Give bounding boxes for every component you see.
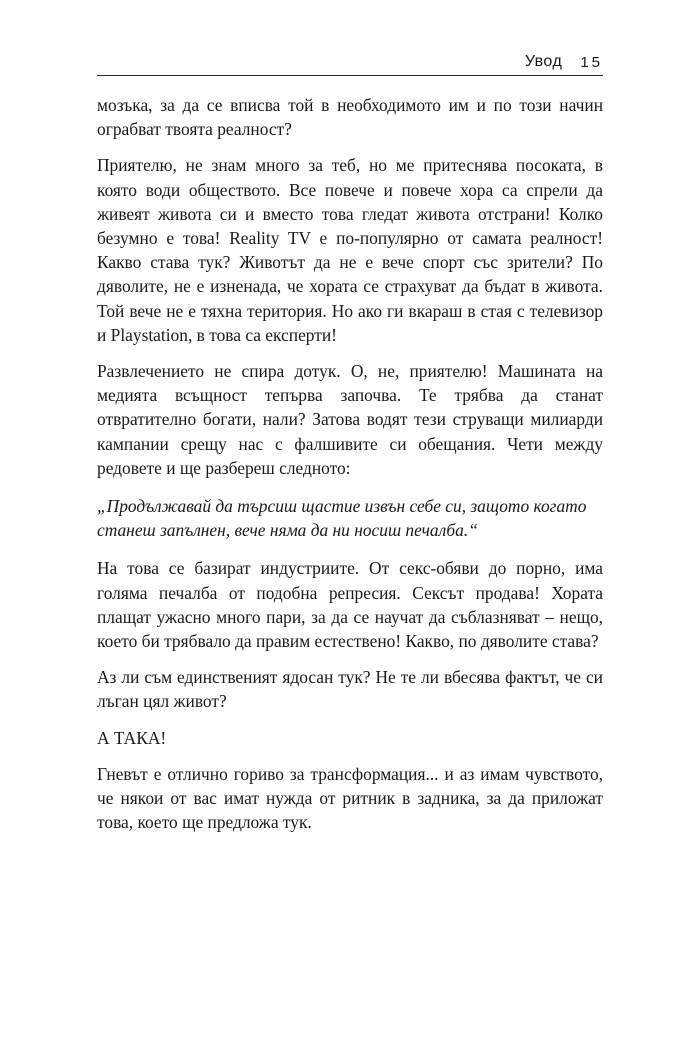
paragraph: Приятелю, не знам много за теб, но ме притеснява посоката, в която води обществото. Все повече и повече хора са спрели да живеят живота си и вместо това гледат живота отстрани! Колко безумно е това! Reality TV е по-популярно от самата реалност! Какво става тук? Животът да не е вече спорт със зрители? По дяволите, не е изненада, че хората се страхуват да бъдат в живота. Той вече не е тяхна територия. Но ако ги вкараш в стая с телевизор и Playstation, в това са експерти!: [97, 155, 603, 345]
running-header: [97, 46, 603, 76]
paragraph: Развлечението не спира дотук. О, не, приятелю! Машината на медията всъщност тепърва започва. Те трябва да станат отвратително богати, нали? Затова водят тези струващи милиарди кампании срещу нас с фалшивите си обещания. Чети между редовете и ще разбереш следното:: [97, 361, 603, 478]
page-number: 15: [580, 54, 603, 71]
section-title: Увод: [524, 53, 563, 70]
body-text: [97, 93, 603, 846]
quote-paragraph: „Продължавай да търсиш щастие извън себе си, защото когато станеш запълнен, вече няма да ни носиш печалба.“: [97, 496, 587, 541]
paragraph: мозъка, за да се вписва той в необходимото им и по този начин ограбват твоята реалност?: [97, 95, 603, 140]
paragraph: Гневът е отлично гориво за трансформация... и аз имам чувството, че някои от вас имат нужда от ритник в задника, за да приложат това, което ще предложа тук.: [97, 763, 603, 833]
exclamation-line: А ТАКА!: [97, 727, 167, 748]
paragraph: Аз ли съм единственият ядосан тук? Не те ли вбесява фактът, че си лъган цял живот?: [97, 667, 603, 712]
paragraph: На това се базират индустриите. От секс-обяви до порно, има голяма печалба от подобна репресия. Сексът продава! Хората плащат ужасно много пари, за да се научат да съблазняват – нещо, което би трябвало да правим естествено! Какво, по дяволите става?: [97, 558, 603, 652]
